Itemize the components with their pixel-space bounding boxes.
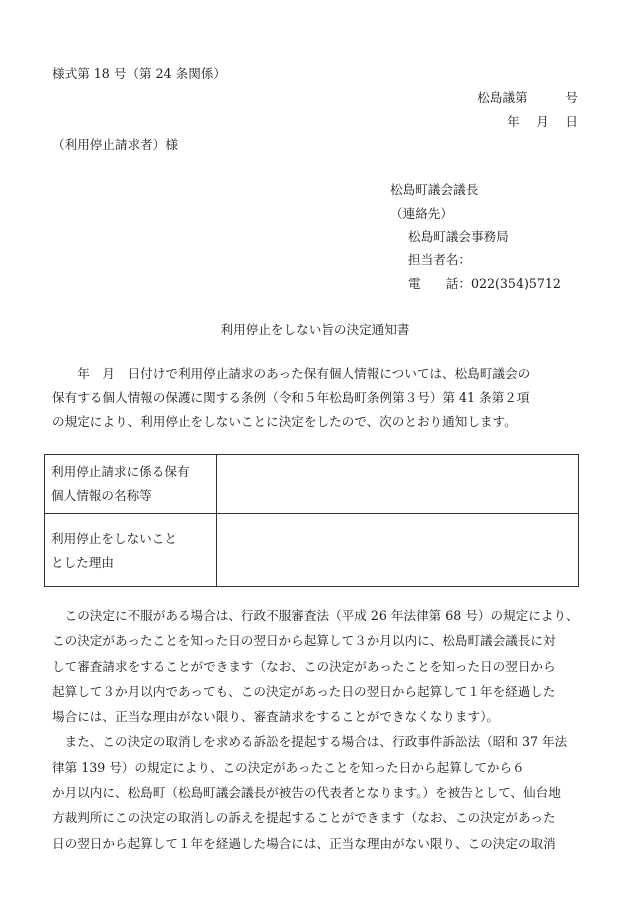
document-title: 利用停止をしない旨の決定通知書 [220,322,410,337]
notice-line: この決定に不服がある場合は、行政不服審査法（平成 26 年法律第 68 号）の規定により、 [52,608,579,623]
notice-line: して審査請求をすることができます（なお、この決定があったことを知った日の翌日から [52,658,556,674]
notice-line: か月以内に、松島町（松島町議会議長が被告の代表者となります。）を被告として、仙台地 [52,785,561,801]
notice-line: また、この決定の取消しを求める訴訟を提起する場合は、行政事件訴訟法（昭和 37 年法 [52,734,568,750]
row1-label [45,455,217,514]
addressee: （利用停止請求者）様 [52,137,178,152]
body-paragraph [52,362,578,435]
notice-line: 場合には、正当な理由がない限り、審査請求をすることができなくなります）。 [52,709,500,725]
table-row [45,514,579,587]
notice-line: この決定があったことを知った日の翌日から起算して３か月以内に、松島町議会議長に対 [52,633,556,649]
doc-date: 年 月 日 [507,114,578,129]
body-line: の規定により、利用停止をしないことに決定をしたので、次のとおり通知します。 [52,414,517,430]
row2-value [217,514,579,587]
notice-line: 律第 139 号）の規定により、この決定があったことを知った日から起算してから６ [52,759,525,775]
doc-number: 松島議第 号 [477,90,578,105]
sender-office: 松島町議会事務局 [408,229,509,244]
row1-label-line: 個人情報の名称等 [51,488,152,503]
row2-label-line: とした理由 [51,555,114,570]
row1-value [217,455,579,514]
info-table [44,454,579,587]
notice-line: 方裁判所にこの決定の取消しの訴えを提起することができます（なお、この決定があった [52,810,556,826]
row2-label [45,514,217,587]
contact-phone: 電 話：022(354)5712 [408,276,561,291]
body-line: 年 月 日付けで利用停止請求のあった保有個人情報については、松島町議会の [52,366,531,381]
contact-label: （連絡先） [390,206,453,221]
sender-title: 松島町議会議長 [390,182,479,197]
table-row [45,455,579,514]
form-id: 様式第 18 号（第 24 条関係） [52,66,227,81]
notice-line: 起算して３か月以内であっても、この決定があった日の翌日から起算して１年を経過した [52,683,556,699]
row2-label-line: 利用停止をしないこと [51,531,177,546]
notice-line: 日の翌日から起算して１年を経過した場合には、正当な理由がない限り、この決定の取消 [52,835,556,851]
row1-label-line: 利用停止請求に係る保有 [51,464,190,479]
body-line: 保有する個人情報の保護に関する条例（令和５年松島町条例第３号）第 41 条第２項 [52,390,530,406]
notice-paragraph [52,603,578,856]
contact-person: 担当者名： [408,252,471,267]
